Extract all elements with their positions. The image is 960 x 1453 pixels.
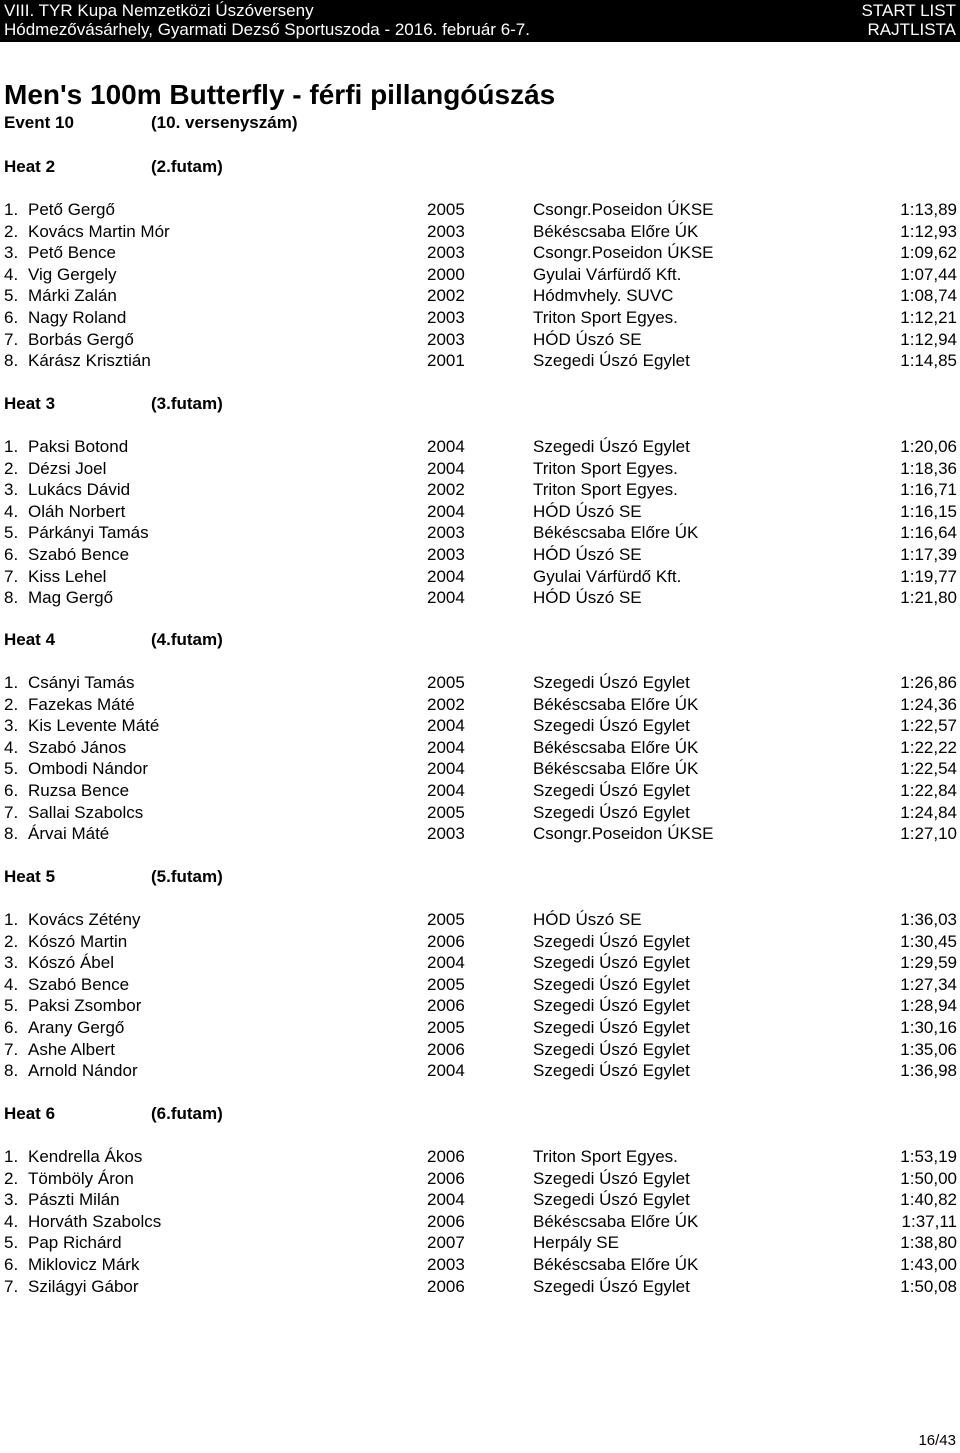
entry-row: [0, 716, 960, 738]
doc-type-hu: RAJTLISTA: [867, 20, 956, 39]
swimmer-name: Kis Levente Máté: [28, 716, 160, 736]
place: 1.: [4, 910, 19, 929]
entry-row: [0, 975, 960, 997]
entry-time: 1:21,80: [900, 588, 957, 608]
heat-label-hu: (6.futam): [151, 1104, 223, 1123]
entry-list: [0, 437, 960, 610]
birth-year: 2005: [427, 200, 465, 219]
club-name: Szegedi Úszó Egylet: [533, 931, 690, 951]
birth-year: 2005: [427, 910, 465, 929]
club-name: Csongr.Poseidon ÚKSE: [533, 200, 714, 219]
place: 6.: [4, 307, 19, 327]
entry-row: [0, 1190, 960, 1212]
entry-time: 1:26,86: [900, 673, 957, 692]
entry-time: 1:24,84: [900, 802, 957, 822]
birth-year: 2003: [427, 523, 465, 543]
club-name: Csongr.Poseidon ÚKSE: [533, 243, 714, 263]
club-name: Triton Sport Egyes.: [533, 480, 678, 500]
place: 7.: [4, 1276, 19, 1296]
birth-year: 2003: [427, 1254, 465, 1274]
place: 6.: [4, 1017, 19, 1037]
place: 3.: [4, 953, 19, 973]
swimmer-name: Vig Gergely: [28, 264, 117, 284]
entry-time: 1:07,44: [900, 264, 957, 284]
club-name: HÓD Úszó SE: [533, 329, 642, 349]
doc-type: START LIST: [861, 1, 956, 20]
entry-row: [0, 738, 960, 760]
entry-list: [0, 910, 960, 1083]
swimmer-name: Ruzsa Bence: [28, 780, 130, 800]
club-name: Szegedi Úszó Egylet: [533, 1039, 690, 1059]
entry-time: 1:22,84: [900, 780, 957, 800]
entry-time: 1:37,11: [901, 1211, 957, 1231]
birth-year: 2006: [427, 996, 465, 1016]
place: 6.: [4, 1254, 19, 1274]
event-label: Event 10: [4, 113, 74, 132]
heat-label-hu: (4.futam): [151, 630, 223, 649]
place: 7.: [4, 566, 19, 586]
birth-year: 2003: [427, 307, 465, 327]
page-number: 16/43: [918, 1432, 956, 1449]
place: 2.: [4, 221, 19, 241]
heat-label-hu: (3.futam): [151, 394, 223, 413]
club-name: Szegedi Úszó Egylet: [533, 673, 690, 692]
swimmer-name: Fazekas Máté: [28, 694, 135, 714]
place: 5.: [4, 523, 19, 543]
entry-time: 1:12,94: [900, 329, 957, 349]
entry-time: 1:09,62: [900, 243, 957, 263]
place: 1.: [4, 437, 19, 456]
birth-year: 2000: [427, 264, 465, 284]
club-name: Csongr.Poseidon ÚKSE: [533, 824, 714, 844]
entry-row: [0, 1018, 960, 1040]
club-name: Szegedi Úszó Egylet: [533, 996, 690, 1016]
venue-date: Hódmezővásárhely, Gyarmati Dezső Sportuszoda - 2016. február 6-7.: [4, 20, 530, 39]
swimmer-name: Miklovicz Márk: [28, 1254, 140, 1274]
birth-year: 2002: [427, 694, 465, 714]
entry-row: [0, 523, 960, 545]
entry-row: [0, 567, 960, 589]
entry-time: 1:08,74: [900, 286, 957, 306]
place: 5.: [4, 759, 19, 779]
club-name: Szegedi Úszó Egylet: [533, 780, 690, 800]
entry-row: [0, 1061, 960, 1083]
swimmer-name: Márki Zalán: [28, 286, 117, 306]
place: 3.: [4, 716, 19, 736]
entry-time: 1:22,57: [900, 716, 957, 736]
club-name: HÓD Úszó SE: [533, 588, 642, 608]
club-name: Szegedi Úszó Egylet: [533, 974, 690, 994]
entry-time: 1:36,03: [900, 910, 957, 929]
place: 3.: [4, 480, 19, 500]
entry-row: [0, 803, 960, 825]
swimmer-name: Arany Gergő: [28, 1017, 125, 1037]
swimmer-name: Kárász Krisztián: [28, 351, 151, 371]
birth-year: 2006: [427, 1147, 465, 1166]
place: 5.: [4, 286, 19, 306]
entry-time: 1:30,45: [900, 931, 957, 951]
entry-row: [0, 1040, 960, 1062]
birth-year: 2004: [427, 953, 465, 973]
swimmer-name: Szilágyi Gábor: [28, 1276, 139, 1296]
entry-row: [0, 1255, 960, 1277]
club-name: HÓD Úszó SE: [533, 501, 642, 521]
entry-row: [0, 351, 960, 373]
place: 6.: [4, 544, 19, 564]
entry-list: [0, 200, 960, 373]
heat-label: Heat 6: [4, 1104, 56, 1123]
birth-year: 2004: [427, 437, 465, 456]
birth-year: 2005: [427, 673, 465, 692]
club-name: Szegedi Úszó Egylet: [533, 1061, 690, 1081]
entry-time: 1:27,10: [900, 824, 957, 844]
entry-time: 1:38,80: [900, 1233, 957, 1253]
swimmer-name: Kendrella Ákos: [28, 1147, 143, 1166]
entry-time: 1:14,85: [900, 351, 957, 371]
birth-year: 2006: [427, 1168, 465, 1188]
birth-year: 2006: [427, 931, 465, 951]
entry-time: 1:50,08: [900, 1276, 957, 1296]
swimmer-name: Mag Gergő: [28, 588, 114, 608]
entry-row: [0, 1277, 960, 1299]
swimmer-name: Szabó Bence: [28, 974, 130, 994]
entry-row: [0, 695, 960, 717]
place: 4.: [4, 1211, 19, 1231]
entry-time: 1:43,00: [900, 1254, 957, 1274]
entry-time: 1:20,06: [900, 437, 957, 456]
swimmer-name: Ombodi Nándor: [28, 759, 149, 779]
entry-row: [0, 545, 960, 567]
entry-time: 1:16,64: [900, 523, 957, 543]
swimmer-name: Lukács Dávid: [28, 480, 131, 500]
swimmer-name: Oláh Norbert: [28, 501, 126, 521]
entry-row: [0, 459, 960, 481]
entry-row: [0, 759, 960, 781]
swimmer-name: Nagy Roland: [28, 307, 127, 327]
place: 4.: [4, 974, 19, 994]
entry-time: 1:12,93: [900, 221, 957, 241]
entry-row: [0, 265, 960, 287]
swimmer-name: Paksi Botond: [28, 437, 129, 456]
birth-year: 2003: [427, 824, 465, 844]
club-name: HÓD Úszó SE: [533, 910, 642, 929]
club-name: HÓD Úszó SE: [533, 544, 642, 564]
swimmer-name: Árvai Máté: [28, 824, 110, 844]
club-name: Herpály SE: [533, 1233, 619, 1253]
entry-list: [0, 673, 960, 846]
swimmer-name: Horváth Szabolcs: [28, 1211, 162, 1231]
entry-time: 1:16,15: [900, 501, 957, 521]
swimmer-name: Kiss Lehel: [28, 566, 107, 586]
birth-year: 2006: [427, 1211, 465, 1231]
place: 6.: [4, 780, 19, 800]
club-name: Szegedi Úszó Egylet: [533, 802, 690, 822]
club-name: Békéscsaba Előre ÚK: [533, 523, 699, 543]
swimmer-name: Szabó János: [28, 737, 127, 757]
entry-row: [0, 824, 960, 846]
place: 1.: [4, 1147, 19, 1166]
club-name: Triton Sport Egyes.: [533, 1147, 678, 1166]
place: 7.: [4, 802, 19, 822]
place: 5.: [4, 1233, 19, 1253]
swimmer-name: Borbás Gergő: [28, 329, 134, 349]
club-name: Békéscsaba Előre ÚK: [533, 1211, 699, 1231]
birth-year: 2001: [427, 351, 465, 371]
heat-heading: [4, 630, 404, 650]
entry-row: [0, 330, 960, 352]
place: 4.: [4, 264, 19, 284]
heat-heading: [4, 394, 404, 414]
club-name: Hódmvhely. SUVC: [533, 286, 674, 306]
swimmer-name: Tömböly Áron: [28, 1168, 134, 1188]
entry-row: [0, 480, 960, 502]
event-title: Men's 100m Butterfly - férfi pillangóúszás: [4, 79, 556, 110]
club-name: Szegedi Úszó Egylet: [533, 1017, 690, 1037]
club-name: Szegedi Úszó Egylet: [533, 351, 690, 371]
birth-year: 2005: [427, 1017, 465, 1037]
heat-heading: [4, 1104, 404, 1124]
club-name: Szegedi Úszó Egylet: [533, 953, 690, 973]
club-name: Gyulai Várfürdő Kft.: [533, 566, 682, 586]
birth-year: 2005: [427, 802, 465, 822]
club-name: Gyulai Várfürdő Kft.: [533, 264, 682, 284]
place: 7.: [4, 1039, 19, 1059]
place: 8.: [4, 824, 19, 844]
entry-row: [0, 286, 960, 308]
swimmer-name: Pető Gergő: [28, 200, 115, 219]
entry-row: [0, 308, 960, 330]
place: 4.: [4, 737, 19, 757]
heat-label-hu: (5.futam): [151, 867, 223, 886]
swimmer-name: Csányi Tamás: [28, 673, 135, 692]
entry-time: 1:17,39: [900, 544, 957, 564]
entry-time: 1:28,94: [900, 996, 957, 1016]
entry-row: [0, 1212, 960, 1234]
entry-row: [0, 673, 960, 695]
heat-label: Heat 3: [4, 394, 56, 413]
entry-time: 1:16,71: [900, 480, 957, 500]
swimmer-name: Paksi Zsombor: [28, 996, 142, 1016]
swimmer-name: Dézsi Joel: [28, 458, 107, 478]
place: 4.: [4, 501, 19, 521]
swimmer-name: Kószó Ábel: [28, 953, 114, 973]
club-name: Szegedi Úszó Egylet: [533, 1276, 690, 1296]
entry-row: [0, 243, 960, 265]
birth-year: 2004: [427, 737, 465, 757]
entry-time: 1:40,82: [900, 1190, 957, 1210]
swimmer-name: Ashe Albert: [28, 1039, 115, 1059]
entry-time: 1:50,00: [900, 1168, 957, 1188]
heat-heading: [4, 157, 404, 177]
swimmer-name: Párkányi Tamás: [28, 523, 149, 543]
swimmer-name: Kovács Zétény: [28, 910, 141, 929]
entry-row: [0, 1169, 960, 1191]
event-label-hu: (10. versenyszám): [151, 113, 298, 132]
entry-row: [0, 932, 960, 954]
birth-year: 2004: [427, 1061, 465, 1081]
club-name: Békéscsaba Előre ÚK: [533, 737, 699, 757]
entry-time: 1:30,16: [900, 1017, 957, 1037]
place: 1.: [4, 200, 19, 219]
birth-year: 2004: [427, 566, 465, 586]
place: 5.: [4, 996, 19, 1016]
birth-year: 2002: [427, 286, 465, 306]
club-name: Békéscsaba Előre ÚK: [533, 694, 699, 714]
entry-time: 1:24,36: [900, 694, 957, 714]
entry-time: 1:29,59: [900, 953, 957, 973]
header-bar: [0, 0, 960, 42]
birth-year: 2003: [427, 329, 465, 349]
entry-row: [0, 781, 960, 803]
birth-year: 2004: [427, 458, 465, 478]
birth-year: 2004: [427, 716, 465, 736]
birth-year: 2004: [427, 588, 465, 608]
entry-time: 1:22,54: [900, 759, 957, 779]
birth-year: 2003: [427, 243, 465, 263]
entry-row: [0, 502, 960, 524]
swimmer-name: Szabó Bence: [28, 544, 130, 564]
entry-row: [0, 222, 960, 244]
entry-row: [0, 996, 960, 1018]
place: 1.: [4, 673, 19, 692]
place: 2.: [4, 931, 19, 951]
place: 3.: [4, 1190, 19, 1210]
entry-time: 1:18,36: [900, 458, 957, 478]
entry-row: [0, 1147, 960, 1169]
birth-year: 2005: [427, 974, 465, 994]
heat-label: Heat 4: [4, 630, 56, 649]
entry-row: [0, 200, 960, 222]
entry-time: 1:53,19: [900, 1147, 957, 1166]
heat-heading: [4, 867, 404, 887]
swimmer-name: Arnold Nándor: [28, 1061, 138, 1081]
heat-label-hu: (2.futam): [151, 157, 223, 176]
place: 8.: [4, 588, 19, 608]
swimmer-name: Kószó Martin: [28, 931, 128, 951]
birth-year: 2007: [427, 1233, 465, 1253]
place: 8.: [4, 351, 19, 371]
club-name: Békéscsaba Előre ÚK: [533, 221, 699, 241]
swimmer-name: Kovács Martin Mór: [28, 221, 170, 241]
entry-time: 1:22,22: [900, 737, 957, 757]
birth-year: 2006: [427, 1276, 465, 1296]
birth-year: 2004: [427, 780, 465, 800]
club-name: Szegedi Úszó Egylet: [533, 716, 690, 736]
club-name: Békéscsaba Előre ÚK: [533, 1254, 699, 1274]
swimmer-name: Pap Richárd: [28, 1233, 122, 1253]
club-name: Triton Sport Egyes.: [533, 307, 678, 327]
place: 2.: [4, 458, 19, 478]
swimmer-name: Sallai Szabolcs: [28, 802, 144, 822]
competition-name: VIII. TYR Kupa Nemzetközi Úszóverseny: [4, 1, 314, 20]
club-name: Szegedi Úszó Egylet: [533, 437, 690, 456]
place: 7.: [4, 329, 19, 349]
place: 8.: [4, 1061, 19, 1081]
birth-year: 2004: [427, 759, 465, 779]
entry-time: 1:13,89: [900, 200, 957, 219]
birth-year: 2003: [427, 544, 465, 564]
birth-year: 2003: [427, 221, 465, 241]
entry-row: [0, 437, 960, 459]
heat-label: Heat 2: [4, 157, 56, 176]
club-name: Triton Sport Egyes.: [533, 458, 678, 478]
birth-year: 2006: [427, 1039, 465, 1059]
entry-row: [0, 953, 960, 975]
club-name: Szegedi Úszó Egylet: [533, 1168, 690, 1188]
entry-time: 1:35,06: [900, 1039, 957, 1059]
swimmer-name: Pető Bence: [28, 243, 116, 263]
entry-row: [0, 1233, 960, 1255]
place: 2.: [4, 694, 19, 714]
heat-label: Heat 5: [4, 867, 56, 886]
entry-list: [0, 1147, 960, 1298]
birth-year: 2002: [427, 480, 465, 500]
entry-row: [0, 588, 960, 610]
entry-time: 1:36,98: [900, 1061, 957, 1081]
swimmer-name: Pászti Milán: [28, 1190, 120, 1210]
entry-time: 1:12,21: [900, 307, 957, 327]
birth-year: 2004: [427, 1190, 465, 1210]
entry-row: [0, 910, 960, 932]
entry-time: 1:27,34: [900, 974, 957, 994]
club-name: Szegedi Úszó Egylet: [533, 1190, 690, 1210]
entry-time: 1:19,77: [900, 566, 957, 586]
club-name: Békéscsaba Előre ÚK: [533, 759, 699, 779]
place: 2.: [4, 1168, 19, 1188]
place: 3.: [4, 243, 19, 263]
birth-year: 2004: [427, 501, 465, 521]
